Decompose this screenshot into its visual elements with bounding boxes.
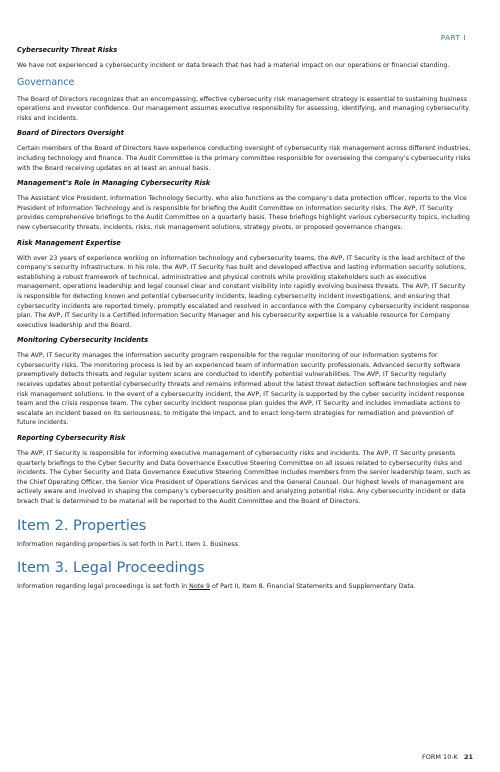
management-role-heading: Management’s Role in Managing Cybersecurity Risk — [17, 179, 211, 188]
part-label: PART I — [440, 34, 466, 42]
item2-heading: Item 2. Properties — [17, 517, 147, 534]
board-oversight-heading: Board of Directors Oversight — [17, 129, 124, 138]
threat-risks-heading: Cybersecurity Threat Risks — [17, 46, 118, 54]
board-oversight-text: Certain members of the Board of Directors have experience conducting oversight of cybersecurity risk management across different industries, including technology and finance. The Audit Committee is the primary committee responsible for overseeing the company’s cybersecurity risks with the Board receiving updates on at least an annual basis. — [17, 145, 471, 172]
governance-text: The Board of Directors recognizes that an encompassing, effective cybersecurity risk management strategy is essential to sustaining business operations and investor confidence. Our management assumes executive responsibility for assessing, identifying, and managing cybersecurity risks and incidents. — [17, 95, 470, 122]
page-number: 21 — [463, 753, 473, 761]
monitoring-text: The AVP, IT Security manages the information security program responsible for the regular monitoring of our information systems for cybersecurity risks. The monitoring process is led by an experienced team of information security professionals. Advanced security software preemptively detects threats and regular system scans are conducted to identify potential vulnerabilities. The AVP, IT Security regularly receives updates about potential cybersecurity threats and remains informed about the latest threat detection software technologies and new risk management solutions. In the event of a cybersecurity incident, the AVP, IT Security is supported by the cyber security incident response team and the crisis response team. The cyber security incident response plan guides the AVP, IT Security and includes immediate actions to escalate an incident based on its seriousness, to mitigate the impact, and to enact long-term strategies for remediation and prevention of future incidents. — [17, 352, 467, 427]
monitoring-heading: Monitoring Cybersecurity Incidents — [17, 336, 149, 345]
governance-heading: Governance — [17, 76, 75, 88]
risk-expertise-text: With over 23 years of experience working on information technology and cybersecurity teams, the AVP, IT Security is the lead architect of the company’s security infrastructure. In his role, the AVP, IT Security has built and developed effective and lasting information security solutions, establishing a robust framework of technical, administrative and physical controls while providing stakeholders such as executive management, operations leadership and legal counsel clear and constant visibility into rapidly evolving business threats. The AVP, IT Security is responsible for detecting known and potential cybersecurity incidents, leading cybersecurity incident investigations, and ensuring that cybersecurity incidents are reported timely, promptly escalated and resolved in accordance with the Company cybersecurity incident response plan. The AVP, IT Security is a Certified Information Security Manager and his cybersecurity expertise is a valuable resource for Company executive leadership and the Board. — [17, 254, 470, 329]
item3-text — [17, 582, 472, 592]
reporting-heading: Reporting Cybersecurity Risk — [17, 434, 126, 443]
item3-text-before: Information regarding legal proceedings is set forth in — [17, 583, 190, 591]
note-9-link[interactable]: Note 9 — [189, 583, 211, 591]
management-role-text: The Assistant Vice President, Information Technology Security, who also functions as the company’s data protection officer, reports to the Vice President of Information Technology and is responsible for briefing the Audit Committee on information security risks. The AVP, IT Security provides comprehensive briefings to the Audit Committee on a quarterly basis. These briefings highlight various cybersecurity topics, including new cybersecurity threats, incidents, risks, risk management solutions, strategy pivots, or proposed governance changes. — [17, 195, 470, 231]
item2-text: Information regarding properties is set forth in Part I, Item 1. Business. — [17, 540, 240, 548]
form-label: FORM 10-K — [422, 753, 458, 761]
risk-expertise-heading: Risk Management Expertise — [17, 238, 121, 247]
item3-text-after: of Part II, Item 8. Financial Statements and Supplementary Data. — [210, 583, 416, 591]
threat-risks-text: We have not experienced a cybersecurity incident or data breach that has had a material impact on our operations or financial standing. — [17, 62, 450, 69]
reporting-text: The AVP, IT Security is responsible for informing executive management of cybersecurity risks and incidents. The AVP, IT Security presents quarterly briefings to the Cyber Security and Data Governance Executive Steering Committee on all issues related to cybersecurity risks and incidents. The Cyber Security and Data Governance Executive Steering Committee includes members from the senior leadership team, such as the Chief Operating Officer, the Senior Vice President of Operations Services and the General Counsel. Our highest levels of management are actively aware and involved in shaping the company’s cybersecurity position and analyzing potential risks. Any cybersecurity incident or data breach that is determined to be material will be reported to the Audit Committee and the Board of Directors. — [17, 450, 471, 505]
page-footer — [422, 753, 473, 761]
item3-heading: Item 3. Legal Proceedings — [17, 560, 205, 577]
document-body — [17, 46, 472, 598]
